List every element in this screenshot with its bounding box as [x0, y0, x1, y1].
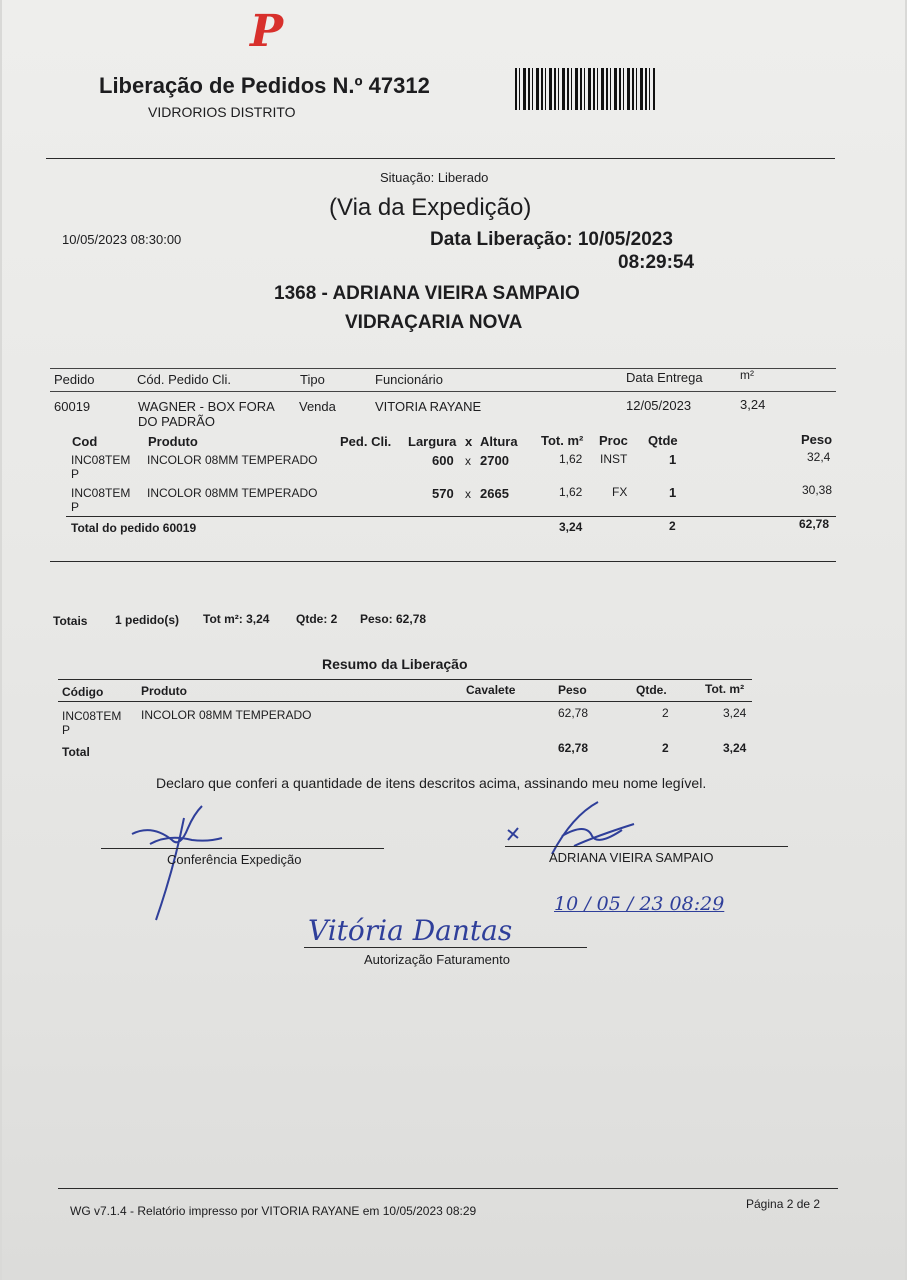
handwritten-date: 10 / 05 / 23 08:29 — [554, 893, 725, 915]
footer-rule — [58, 1188, 838, 1189]
page-number: Página 2 de 2 — [746, 1197, 821, 1211]
declaration-text: Declaro que conferi a quantidade de itens descritos acima, assinando meu nome legível. — [156, 775, 707, 791]
item-col-x: x — [465, 434, 473, 449]
item-cod-line1: INC08TEM — [71, 486, 131, 500]
document-page — [2, 0, 905, 1280]
item-col-produto: Produto — [148, 434, 198, 449]
col-funcionario: Funcionário — [375, 372, 443, 387]
item-altura: 2700 — [480, 453, 509, 468]
item-qtde: 1 — [669, 485, 677, 500]
summary-col-codigo: Código — [62, 685, 104, 699]
summary-top-rule — [58, 679, 752, 680]
summary-total-qtde: 2 — [662, 741, 669, 755]
item-peso: 30,38 — [802, 483, 833, 497]
order-cod-cli-line1: WAGNER - BOX FORA — [138, 399, 275, 414]
item-col-qtde: Qtde — [648, 433, 678, 448]
order-total-m2: 3,24 — [559, 520, 583, 534]
summary-col-produto: Produto — [141, 684, 187, 698]
item-col-altura: Altura — [480, 434, 518, 449]
company-name: VIDRORIOS DISTRITO — [148, 104, 296, 120]
summary-peso: 62,78 — [558, 706, 589, 720]
item-produto: INCOLOR 08MM TEMPERADO — [147, 453, 318, 467]
conferencia-label: Conferência Expedição — [167, 852, 302, 867]
autorizacao-label: Autorização Faturamento — [364, 952, 510, 967]
order-data-entrega: 12/05/2023 — [626, 398, 692, 413]
order-total-peso: 62,78 — [799, 517, 830, 531]
item-col-tot-m2: Tot. m² — [541, 433, 584, 448]
order-total-qtde: 2 — [669, 519, 676, 533]
col-tipo: Tipo — [300, 372, 325, 387]
col-m2: m² — [740, 368, 754, 382]
item-cod-line2: P — [71, 467, 80, 481]
item-col-proc: Proc — [599, 433, 628, 448]
client-name: 1368 - ADRIANA VIEIRA SAMPAIO — [274, 283, 580, 304]
item-tot-m2: 1,62 — [559, 485, 583, 499]
totals-label: Totais — [53, 614, 88, 628]
item-largura: 570 — [432, 486, 454, 501]
autorizacao-signature-line — [304, 947, 587, 948]
order-cod-cli-line2: DO PADRÃO — [138, 414, 216, 429]
col-pedido: Pedido — [54, 372, 95, 387]
item-col-ped-cli: Ped. Cli. — [340, 434, 392, 449]
summary-total-peso: 62,78 — [558, 741, 589, 755]
header-divider — [46, 158, 835, 159]
client-company: VIDRAÇARIA NOVA — [345, 312, 523, 333]
handwritten-name: Vitória Dantas — [308, 914, 513, 947]
item-x: x — [465, 454, 471, 468]
item-proc: INST — [600, 452, 628, 466]
status-text: Situação: Liberado — [380, 170, 489, 185]
release-time: 08:29:54 — [618, 252, 695, 273]
order-m2: 3,24 — [740, 397, 766, 412]
item-tot-m2: 1,62 — [559, 452, 583, 466]
summary-col-tot-m2: Tot. m² — [705, 682, 745, 696]
item-cod-line2: P — [71, 500, 80, 514]
totals-qtde: Qtde: 2 — [296, 612, 338, 626]
item-qtde: 1 — [669, 452, 677, 467]
summary-codigo-line1: INC08TEM — [62, 709, 122, 723]
summary-qtde: 2 — [662, 706, 669, 720]
document-title: Liberação de Pedidos N.º 47312 — [99, 73, 430, 98]
totals-tot-m2: Tot m²: 3,24 — [203, 612, 270, 626]
order-table-bottom-rule — [50, 561, 836, 562]
summary-col-peso: Peso — [558, 683, 587, 697]
order-table-top-rule — [50, 368, 836, 369]
summary-col-qtde: Qtde. — [636, 683, 667, 697]
client-signature-line — [505, 846, 788, 847]
summary-total-label: Total — [62, 745, 90, 759]
summary-header-rule — [58, 701, 752, 702]
order-tipo: Venda — [299, 399, 336, 414]
summary-produto: INCOLOR 08MM TEMPERADO — [141, 708, 312, 722]
print-datetime: 10/05/2023 08:30:00 — [62, 232, 182, 247]
summary-codigo-line2: P — [62, 723, 71, 737]
conferencia-signature-line — [101, 848, 384, 849]
item-x: x — [465, 487, 471, 501]
summary-title: Resumo da Liberação — [322, 656, 468, 672]
release-date: Data Liberação: 10/05/2023 — [430, 229, 673, 250]
totals-pedidos: 1 pedido(s) — [115, 613, 180, 627]
summary-total-tot-m2: 3,24 — [723, 741, 747, 755]
item-col-peso: Peso — [801, 432, 833, 447]
via-text: (Via da Expedição) — [329, 194, 532, 221]
summary-tot-m2: 3,24 — [723, 706, 747, 720]
order-number: 60019 — [54, 399, 91, 414]
order-table-header-rule — [50, 391, 836, 392]
item-produto: INCOLOR 08MM TEMPERADO — [147, 486, 318, 500]
item-peso: 32,4 — [807, 450, 831, 464]
item-largura: 600 — [432, 453, 454, 468]
item-proc: FX — [612, 485, 628, 499]
col-data-entrega: Data Entrega — [626, 370, 703, 385]
item-cod-line1: INC08TEM — [71, 453, 131, 467]
order-total-rule — [66, 516, 836, 517]
barcode-image — [515, 68, 655, 110]
summary-col-cavalete: Cavalete — [466, 683, 516, 697]
footer-printed-by: WG v7.1.4 - Relatório impresso por VITORIA RAYANE em 10/05/2023 08:29 — [70, 1204, 477, 1218]
col-cod-pedido-cli: Cód. Pedido Cli. — [137, 372, 231, 387]
order-funcionario: VITORIA RAYANE — [375, 399, 482, 414]
item-col-largura: Largura — [408, 434, 457, 449]
item-col-cod: Cod — [72, 434, 98, 449]
handwritten-p-mark: P — [250, 6, 284, 57]
order-total-label: Total do pedido 60019 — [71, 521, 197, 535]
item-altura: 2665 — [480, 486, 509, 501]
client-signature-label: ADRIANA VIEIRA SAMPAIO — [549, 850, 714, 865]
totals-peso: Peso: 62,78 — [360, 612, 427, 626]
